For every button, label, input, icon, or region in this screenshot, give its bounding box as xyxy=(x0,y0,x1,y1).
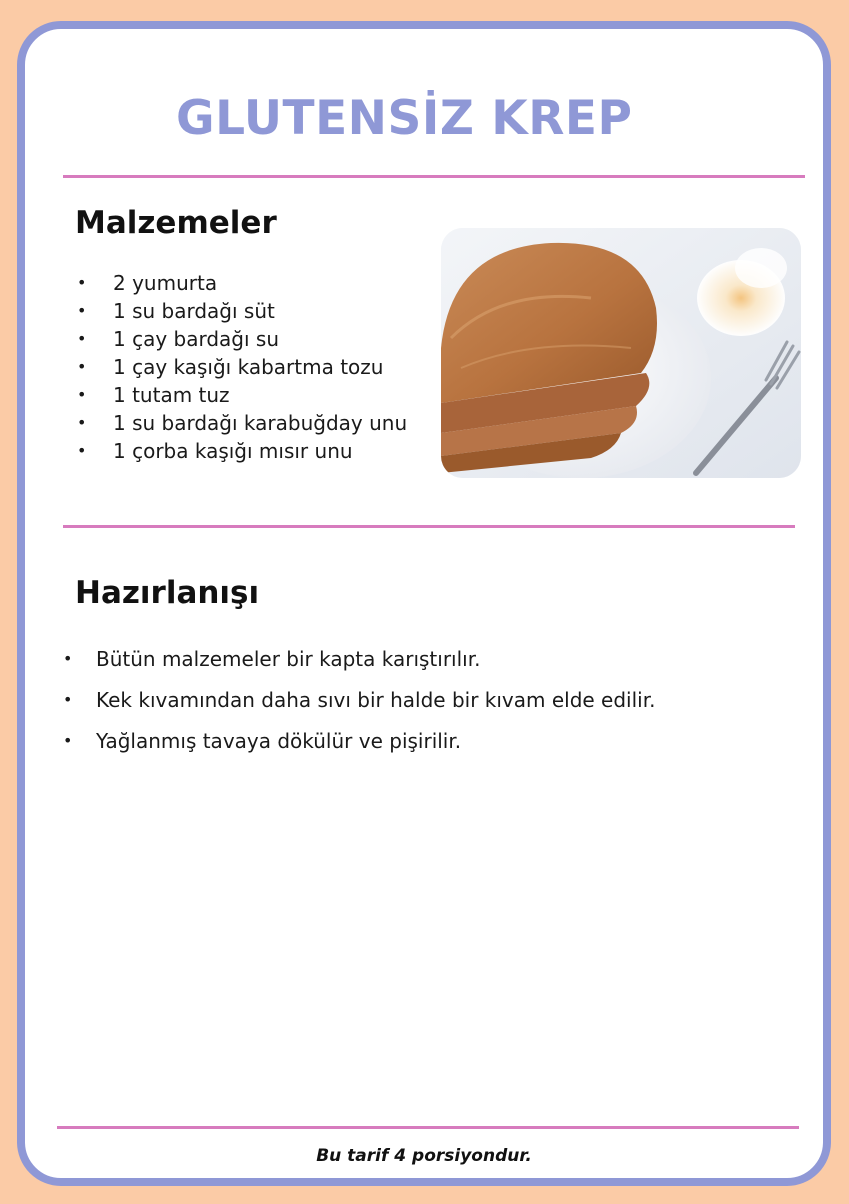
bullet-icon: • xyxy=(77,329,87,348)
ingredient-item xyxy=(67,381,407,409)
preparation-steps xyxy=(55,644,655,767)
crepe-photo xyxy=(441,228,801,478)
ingredient-text: 2 yumurta xyxy=(113,271,218,295)
bullet-icon: • xyxy=(63,690,73,709)
servings-note: Bu tarif 4 porsiyondur. xyxy=(316,1146,532,1166)
preparation-heading: Hazırlanışı xyxy=(75,575,260,611)
step-text: Yağlanmış tavaya dökülür ve pişirilir. xyxy=(96,729,462,753)
bullet-icon: • xyxy=(77,273,87,292)
ingredient-text: 1 tutam tuz xyxy=(113,383,230,407)
divider-middle xyxy=(63,525,795,528)
bullet-icon: • xyxy=(77,441,87,460)
ingredient-item xyxy=(67,269,407,297)
step-item xyxy=(55,644,655,685)
step-text: Bütün malzemeler bir kapta karıştırılır. xyxy=(96,647,481,671)
ingredient-item xyxy=(67,409,407,437)
divider-bottom xyxy=(57,1126,799,1129)
ingredients-list xyxy=(67,269,407,465)
step-item xyxy=(55,726,655,767)
bullet-icon: • xyxy=(63,649,73,668)
ingredient-item xyxy=(67,325,407,353)
recipe-card xyxy=(17,21,831,1186)
bullet-icon: • xyxy=(77,357,87,376)
bullet-icon: • xyxy=(63,731,73,750)
step-item xyxy=(55,685,655,726)
ingredients-heading: Malzemeler xyxy=(75,205,277,241)
ingredient-text: 1 su bardağı süt xyxy=(113,299,275,323)
bullet-icon: • xyxy=(77,301,87,320)
ingredient-text: 1 çay kaşığı kabartma tozu xyxy=(113,355,384,379)
ingredient-item xyxy=(67,353,407,381)
divider-top xyxy=(63,175,805,178)
step-text: Kek kıvamından daha sıvı bir halde bir kıvam elde edilir. xyxy=(96,688,656,712)
ingredient-item xyxy=(67,297,407,325)
bullet-icon: • xyxy=(77,385,87,404)
crepe-stack-photo-icon xyxy=(441,228,801,478)
ingredient-text: 1 çorba kaşığı mısır unu xyxy=(113,439,353,463)
ingredient-text: 1 su bardağı karabuğday unu xyxy=(113,411,408,435)
ingredient-text: 1 çay bardağı su xyxy=(113,327,280,351)
recipe-title: GLUTENSİZ KREP xyxy=(176,91,633,146)
bullet-icon: • xyxy=(77,413,87,432)
ingredient-item xyxy=(67,437,407,465)
